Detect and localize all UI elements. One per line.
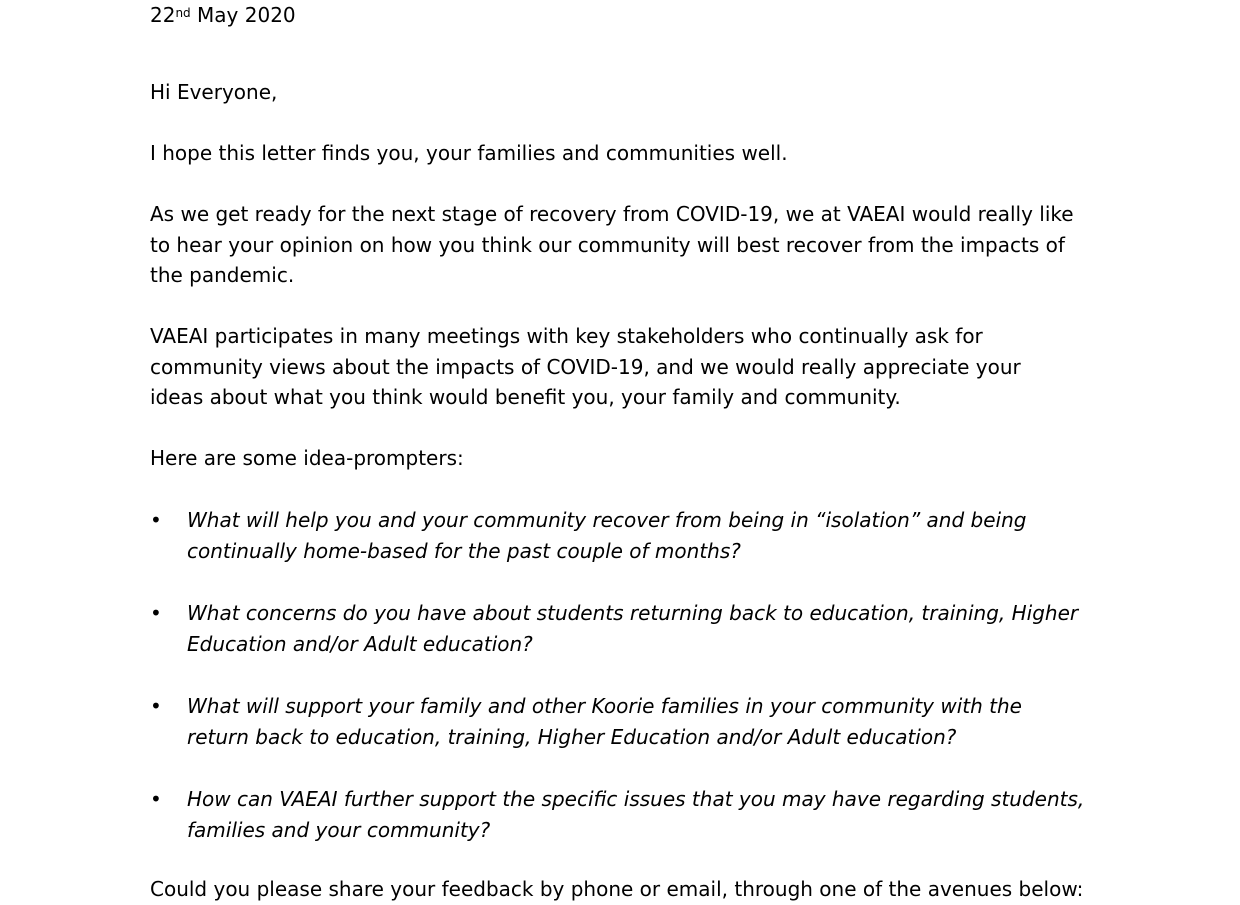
bullet-line: return back to education, training, Higher Education and/or Adult education? xyxy=(187,724,957,749)
bullet-line: families and your community? xyxy=(187,817,491,842)
paragraph-3-line: VAEAI participates in many meetings with key stakeholders who continually ask for xyxy=(150,324,983,348)
bullet-icon: • xyxy=(150,694,162,718)
paragraph-2-line: As we get ready for the next stage of recovery from COVID-19, we at VAEAI would really like xyxy=(150,202,1074,226)
bullet-text xyxy=(187,691,1107,752)
closing-line: Could you please share your feedback by phone or email, through one of the avenues below: xyxy=(150,877,1084,901)
bullet-text xyxy=(187,784,1107,845)
bullet-line: What will help you and your community recover from being in “isolation” and being xyxy=(187,508,1027,532)
bullet-text xyxy=(187,598,1107,659)
bullet-icon: • xyxy=(150,601,162,625)
letter-date xyxy=(150,0,1110,31)
bullet-icon: • xyxy=(150,508,162,532)
paragraph-3 xyxy=(150,321,1110,413)
bullet-line: Education and/or Adult education? xyxy=(187,631,533,656)
greeting: Hi Everyone, xyxy=(150,80,278,104)
paragraph-2 xyxy=(150,199,1110,291)
bullet-text xyxy=(187,505,1107,566)
bullet-line: What will support your family and other Koorie families in your community with the xyxy=(187,694,1022,718)
prompt-intro: Here are some idea-prompters: xyxy=(150,446,464,470)
paragraph-2-line: the pandemic. xyxy=(150,263,295,287)
bullet-line: continually home-based for the past couple of months? xyxy=(187,538,741,563)
paragraph-2-line: to hear your opinion on how you think our community will best recover from the impacts of xyxy=(150,232,1065,257)
date-month-year: May 2020 xyxy=(190,3,296,27)
bullet-icon: • xyxy=(150,787,162,811)
date-day: 22 xyxy=(150,3,176,27)
paragraph-1: I hope this letter finds you, your families and communities well. xyxy=(150,141,788,165)
paragraph-3-line: ideas about what you think would benefit you, your family and community. xyxy=(150,385,901,409)
date-suffix: nd xyxy=(175,6,191,20)
bullet-line: What concerns do you have about students returning back to education, training, Higher xyxy=(187,601,1079,625)
bullet-line: How can VAEAI further support the specific issues that you may have regarding students, xyxy=(187,787,1085,811)
paragraph-3-line: community views about the impacts of COVID-19, and we would really appreciate your xyxy=(150,354,1021,379)
